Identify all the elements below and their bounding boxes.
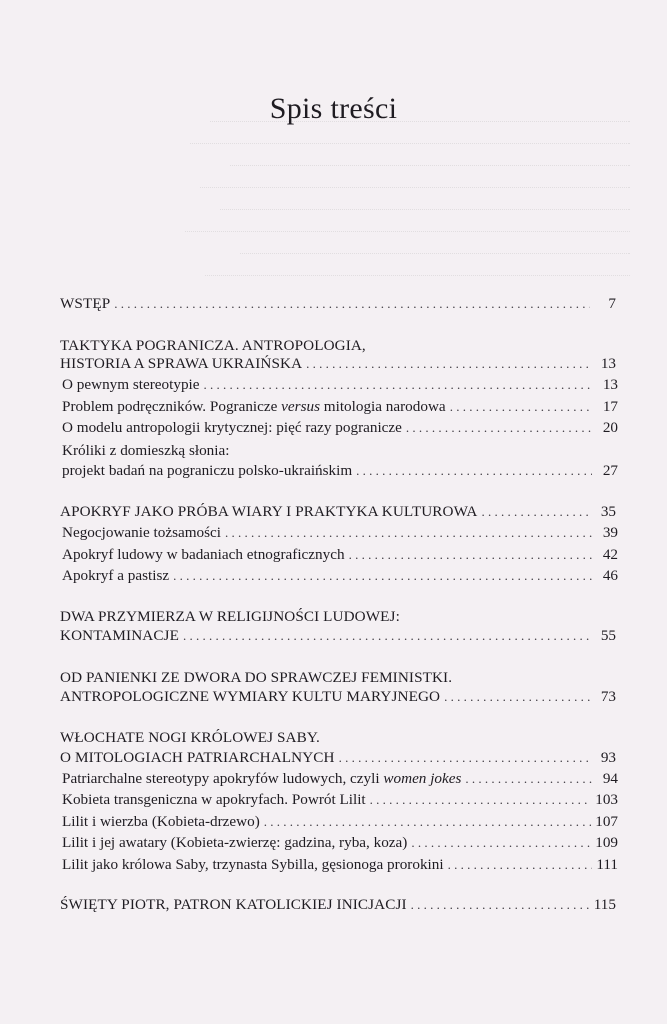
toc-page-number: 46 [602,567,618,584]
toc-entry-title: Negocjowanie tożsamości [62,524,221,541]
dot-leader [450,397,592,417]
dot-leader [183,626,590,646]
toc-subentry [60,790,618,810]
toc-page-number: 109 [595,834,618,851]
dot-leader [349,545,592,565]
toc-entry-title: O MITOLOGIACH PATRIARCHALNYCH [60,749,335,766]
dot-leader [411,833,591,853]
italic-term: versus [281,398,320,415]
toc-entry-title-part: Patriarchalne stereotypy apokryfów ludowych, czyli women jokes [62,770,462,787]
toc-page-number: 93 [600,749,616,766]
toc-entry-title-line: OD PANIENKI ZE DWORA DO SPRAWCZEJ FEMINISTKI. [60,669,453,686]
toc-entry-title: ŚWIĘTY PIOTR, PATRON KATOLICKIEJ INICJACJI [60,896,407,913]
toc-entry [60,748,616,768]
toc-page-number: 107 [595,813,618,830]
toc-subentry [60,833,618,853]
toc-entry [60,687,616,707]
toc-entry [60,294,616,314]
dot-leader [339,748,590,768]
toc-entry-title-line: Króliki z domieszką słonia: [62,442,230,459]
toc-page-number: 27 [602,462,618,479]
toc-subentry [60,461,618,481]
toc-entry-title: Lilit jako królowa Saby, trzynasta Sybilla, gęsionoga prorokini [62,856,444,873]
toc-subentry [60,812,618,832]
toc-entry [60,895,616,915]
dot-leader [465,769,592,789]
toc-entry-title: ANTROPOLOGICZNE WYMIARY KULTU MARYJNEGO [60,688,441,705]
toc-page-number: 7 [608,295,616,312]
toc-entry [60,354,616,374]
toc-entry-title-line: TAKTYKA POGRANICZA. ANTROPOLOGIA, [60,337,366,354]
dot-leader [225,523,592,543]
toc-page-number: 73 [600,688,616,705]
dot-leader [306,354,590,374]
toc-page-number: 20 [602,419,618,436]
toc-page-number: 17 [602,398,618,415]
toc-subentry [60,375,618,395]
toc-entry-title: Apokryf ludowy w badaniach etnograficznych [62,546,345,563]
toc-entry [60,502,616,522]
dot-leader [356,461,592,481]
toc-page-number: 115 [593,896,616,913]
toc-entry-title: APOKRYF JAKO PRÓBA WIARY I PRAKTYKA KULTUROWA [60,503,478,520]
toc-subentry [60,769,618,789]
toc-subentry [60,523,618,543]
toc-entry-title: KONTAMINACJE [60,627,179,644]
dot-leader [370,790,592,810]
dot-leader [444,687,590,707]
dot-leader [406,418,592,438]
toc-page-number: 13 [600,355,616,372]
page-title: Spis treści [269,92,398,125]
dot-leader [204,375,593,395]
dot-leader [411,895,590,915]
toc-entry-title: O pewnym stereotypie [62,376,200,393]
toc-page-number: 35 [600,503,616,520]
toc-entry-title: Lilit i jej awatary (Kobieta-zwierzę: gadzina, ryba, koza) [62,834,408,851]
toc-entry-title-line: WŁOCHATE NOGI KRÓLOWEJ SABY. [60,729,320,746]
dot-leader [173,566,592,586]
toc-entry-title-line: DWA PRZYMIERZA W RELIGIJNOŚCI LUDOWEJ: [60,608,400,625]
toc-subentry [60,855,618,875]
dot-leader [264,812,591,832]
toc-page-number: 42 [602,546,618,563]
toc-entry [60,626,616,646]
dot-leader [448,855,592,875]
toc-entry-title: Kobieta transgeniczna w apokryfach. Powrót Lilit [62,791,366,808]
toc-entry-title: O modelu antropologii krytycznej: pięć razy pogranicze [62,419,402,436]
toc-page-number: 103 [595,791,618,808]
toc-subentry [60,397,618,417]
toc-page-number: 111 [596,856,618,873]
toc-entry-title: HISTORIA A SPRAWA UKRAIŃSKA [60,355,303,372]
toc-entry-title [62,397,446,417]
toc-entry-title [62,769,461,789]
dot-leader [114,294,590,314]
toc-subentry [60,418,618,438]
dot-leader [481,502,590,522]
bleed-through-decoration [160,100,630,290]
toc-entry-title: projekt badań na pograniczu polsko-ukraińskim [62,462,353,479]
toc-page-number: 13 [602,376,618,393]
toc-page-number: 39 [602,524,618,541]
italic-term: women jokes [383,770,462,787]
toc-page-number: 94 [602,770,618,787]
toc-entry-title-part: Problem podręczników. Pogranicze versus mitologia narodowa [62,398,446,415]
toc-subentry [60,545,618,565]
toc-subentry [60,566,618,586]
toc-entry-title: WSTĘP [60,295,111,312]
toc-entry-title: Lilit i wierzba (Kobieta-drzewo) [62,813,260,830]
toc-entry-title: Apokryf a pastisz [62,567,170,584]
toc-page-number: 55 [600,627,616,644]
